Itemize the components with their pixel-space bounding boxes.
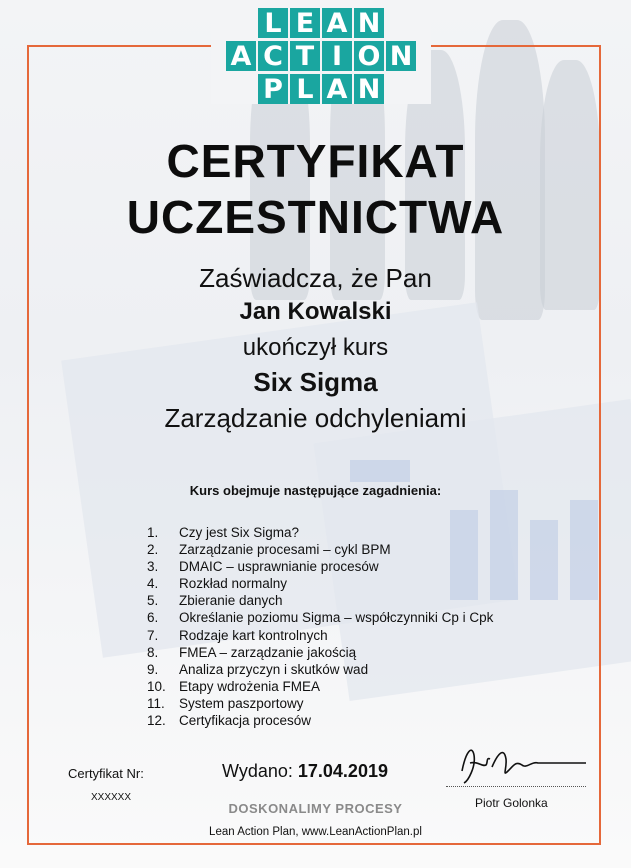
topic-number: 3. [147, 559, 159, 575]
logo-row-action [226, 41, 416, 71]
topic-item [147, 609, 493, 626]
topic-text: Czy jest Six Sigma? [179, 525, 300, 540]
topics-heading: Kurs obejmuje następujące zagadnienia: [189, 483, 442, 498]
topic-number: 6. [147, 610, 159, 626]
topic-number: 9. [147, 661, 159, 677]
topic-text: FMEA – zarządzanie jakością [179, 644, 357, 660]
company-info: Lean Action Plan, www.LeanActionPlan.pl [209, 826, 422, 838]
course-name: Six Sigma [253, 367, 378, 397]
topic-item [147, 712, 493, 729]
logo-letter: P [258, 74, 288, 104]
logo-letter: I [322, 41, 352, 71]
logo-letter: L [290, 74, 320, 104]
topic-number: 11. [147, 695, 165, 711]
intro-text: Zaświadcza, że Pan [199, 263, 432, 293]
topic-number: 12. [147, 713, 166, 729]
logo-letter: T [290, 41, 320, 71]
topic-number: 1. [147, 525, 159, 540]
topic-text: Określanie poziomu Sigma – współczynniki Cp i Cpk [179, 610, 494, 626]
topic-text: Rodzaje kart kontrolnych [179, 627, 328, 643]
logo-letter: A [322, 74, 352, 104]
issued-date [222, 761, 388, 782]
signature-line [446, 786, 586, 787]
logo-letter: C [258, 41, 288, 71]
topic-text: Zarządzanie procesami – cykl BPM [179, 542, 391, 558]
topic-text: DMAIC – usprawnianie procesów [179, 559, 379, 575]
logo-letter: L [258, 8, 288, 38]
logo-letter: O [354, 41, 384, 71]
logo [211, 8, 431, 104]
topic-item [147, 695, 493, 712]
topic-item [147, 592, 493, 609]
certificate-number: XXXXXX [91, 792, 132, 803]
course-subtitle: Zarządzanie odchyleniami [164, 403, 467, 433]
topic-item [147, 678, 493, 695]
topic-item [147, 558, 493, 575]
topic-number: 10. [147, 678, 166, 694]
logo-letter: N [354, 74, 384, 104]
certificate-title-line2: UCZESTNICTWA [126, 191, 505, 243]
topic-item [147, 627, 493, 644]
certificate-number-label: Certyfikat Nr: [68, 766, 144, 781]
topic-text: Rozkład normalny [179, 576, 288, 592]
topic-number: 7. [147, 627, 159, 643]
topic-text: Certyfikacja procesów [179, 713, 312, 729]
signer-name: Piotr Golonka [475, 796, 548, 810]
completed-text: ukończył kurs [242, 334, 389, 361]
topic-number: 4. [147, 576, 159, 592]
logo-letter: N [386, 41, 416, 71]
logo-row-plan [258, 74, 384, 104]
topic-item [147, 644, 493, 661]
logo-letter: E [290, 8, 320, 38]
issued-date-value: 17.04.2019 [297, 761, 388, 781]
certificate-title-line1: CERTYFIKAT [166, 135, 465, 187]
topic-item [147, 661, 493, 678]
logo-letter: A [226, 41, 256, 71]
topic-text: System paszportowy [179, 695, 304, 711]
topics-list [147, 524, 493, 729]
topic-number: 2. [147, 542, 159, 558]
topic-item [147, 541, 493, 558]
topic-text: Analiza przyczyn i skutków wad [179, 661, 369, 677]
logo-row-lean [258, 8, 384, 38]
topic-number: 8. [147, 644, 159, 660]
logo-letter: A [322, 8, 352, 38]
participant-name: Jan Kowalski [239, 298, 392, 325]
issued-label: Wydano: [222, 761, 293, 781]
logo-letter: N [354, 8, 384, 38]
topic-text: Zbieranie danych [179, 593, 283, 609]
topic-item [147, 575, 493, 592]
topic-item [147, 524, 493, 541]
slogan: DOSKONALIMY PROCESY [228, 801, 403, 816]
signature-image [452, 741, 592, 787]
topic-number: 5. [147, 593, 159, 609]
topic-text: Etapy wdrożenia FMEA [179, 678, 321, 694]
